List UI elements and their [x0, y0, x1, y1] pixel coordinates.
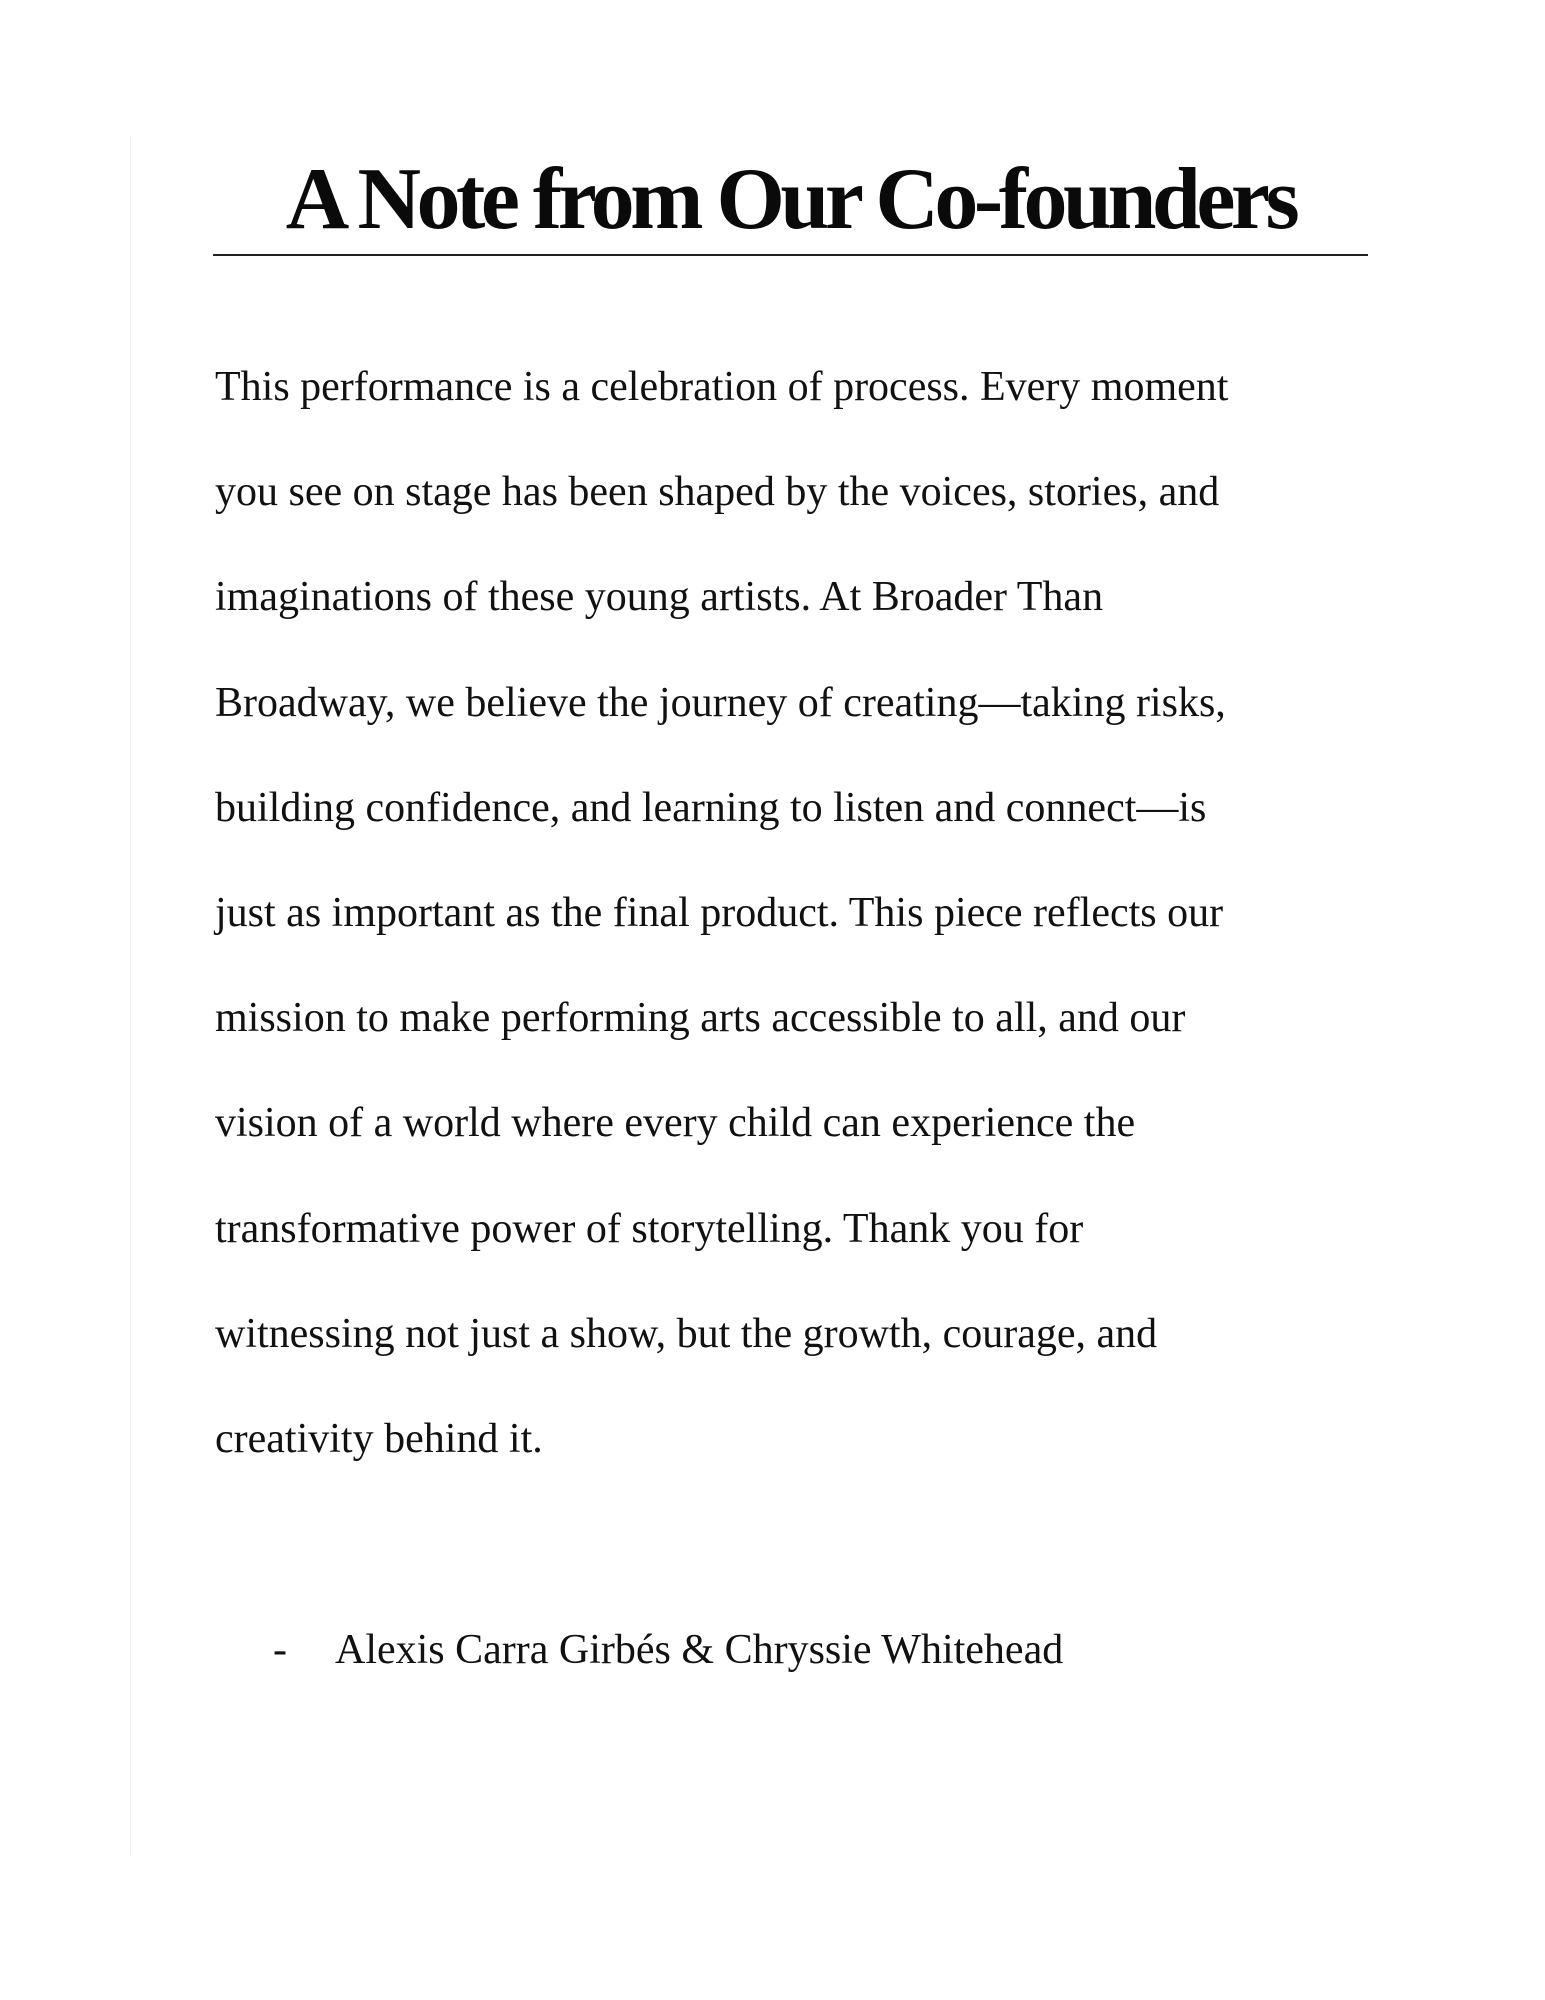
signature: [215, 1600, 1063, 1700]
body-line: transformative power of storytelling. Thank you for: [215, 1205, 1084, 1252]
page-edge: [130, 135, 131, 1855]
body-line: vision of a world where every child can experience the: [215, 1100, 1136, 1147]
page-title: A Note from Our Co-founders: [285, 151, 1296, 248]
body-line: building confidence, and learning to listen and connect—is: [215, 784, 1207, 831]
body-line: just as important as the final product. This piece reflects our: [215, 889, 1224, 936]
body-line: This performance is a celebration of process. Every moment: [215, 364, 1229, 410]
body-line: creativity behind it.: [215, 1415, 543, 1462]
body-line: Broadway, we believe the journey of creating—taking risks,: [215, 679, 1226, 726]
body-line: imaginations of these young artists. At Broader Than: [215, 574, 1104, 621]
signature-names: Alexis Carra Girbés & Chryssie Whitehead: [335, 1627, 1064, 1673]
body-line: mission to make performing arts accessible to all, and our: [215, 995, 1186, 1042]
title-underline: [213, 254, 1368, 256]
signature-bullet: -: [273, 1627, 287, 1673]
body-line: you see on stage has been shaped by the voices, stories, and: [215, 469, 1220, 516]
body-line: witnessing not just a show, but the growth, courage, and: [215, 1310, 1158, 1357]
note-body: [215, 335, 1375, 1492]
